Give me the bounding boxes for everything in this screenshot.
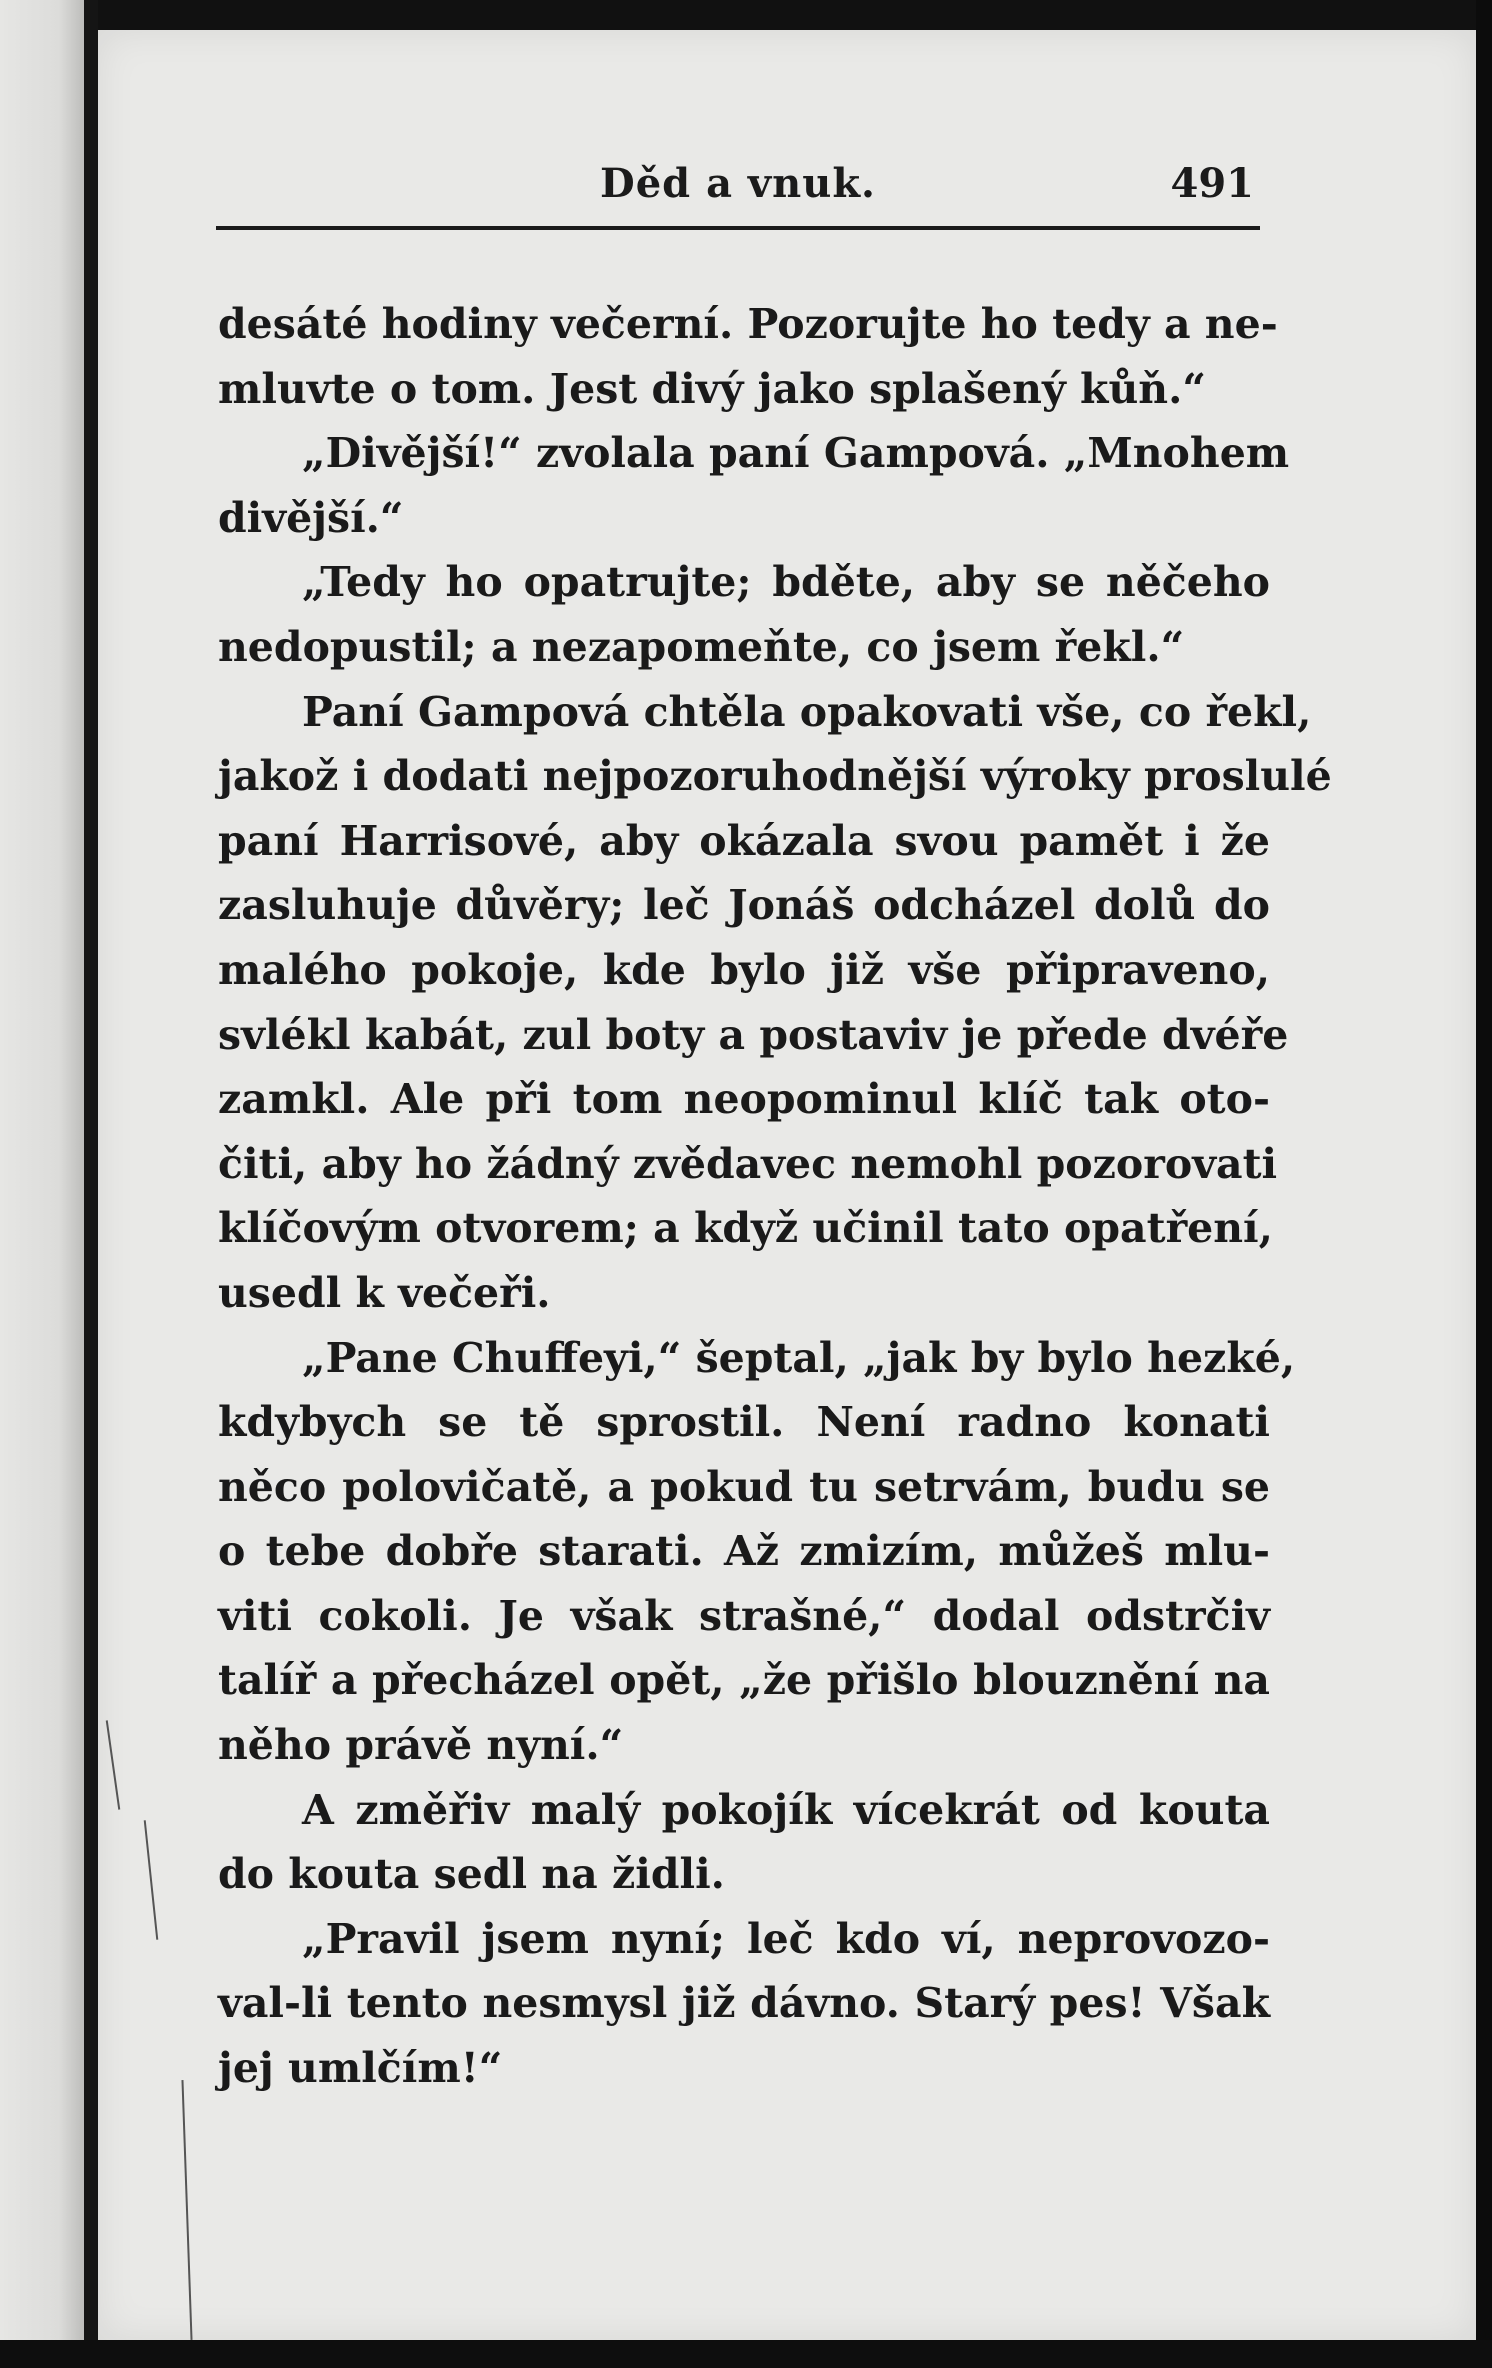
page-number: 491 (1170, 160, 1254, 207)
scan-border-right (1476, 0, 1492, 2368)
previous-page-edge (0, 0, 84, 2368)
text-line: jakož i dodati nejpozoruhodnější výroky proslulé (218, 752, 1332, 801)
text-line: zasluhuje důvěry; leč Jonáš odcházel dolů do (218, 881, 1270, 930)
text-line: viti cokoli. Je však strašné,“ dodal odstrčiv (218, 1591, 1270, 1640)
text-line: jej umlčím!“ (218, 2044, 503, 2093)
text-line: čiti, aby ho žádný zvědavec nemohl pozorovati (218, 1139, 1278, 1188)
text-line: něho právě nyní.“ (218, 1721, 624, 1770)
text-line: o tebe dobře starati. Až zmizím, můžeš mlu- (218, 1527, 1270, 1576)
text-line: divější.“ (218, 493, 404, 542)
body-text (218, 292, 1332, 2101)
text-line: kdybych se tě sprostil. Není radno konati (218, 1398, 1270, 1447)
text-line: „Pravil jsem nyní; leč kdo ví, neprovozo- (302, 1914, 1270, 1963)
text-line: desáté hodiny večerní. Pozorujte ho tedy a ne- (218, 300, 1278, 348)
header-rule (216, 226, 1260, 230)
text-line: svlékl kabát, zul boty a postaviv je přede dvéře (218, 1010, 1289, 1059)
text-line: něco polovičatě, a pokud tu setrvám, budu se (218, 1462, 1270, 1511)
text-line: klíčovým otvorem; a když učinil tato opatření, (218, 1204, 1273, 1253)
text-line: mluvte o tom. Jest divý jako splašený kůň.“ (218, 364, 1206, 413)
text-line: paní Harrisové, aby okázala svou pamět i že (218, 816, 1270, 865)
text-line: nedopustil; a nezapomeňte, co jsem řekl.“ (218, 622, 1185, 671)
book-gutter (84, 0, 98, 2368)
text-line: talíř a přecházel opět, „že přišlo blouznění na (218, 1656, 1270, 1705)
text-line: malého pokoje, kde bylo již vše připraveno, (218, 945, 1270, 994)
text-line: „Tedy ho opatrujte; bděte, aby se něčeho (302, 558, 1270, 607)
text-line: zamkl. Ale při tom neopominul klíč tak oto- (218, 1075, 1270, 1124)
text-line: usedl k večeři. (218, 1268, 551, 1317)
running-head (216, 160, 1260, 230)
text-line: A změřiv malý pokojík vícekrát od kouta (302, 1785, 1270, 1834)
text-line: val-li tento nesmysl již dávno. Starý pes! Však (218, 1979, 1270, 2028)
text-line: do kouta sedl na židli. (218, 1850, 725, 1899)
scan-border-bottom (0, 2340, 1492, 2368)
running-title: Děd a vnuk. (600, 160, 876, 207)
text-line: „Divější!“ zvolala paní Gampová. „Mnohem (302, 429, 1290, 478)
text-line: Paní Gampová chtěla opakovati vše, co řekl, (302, 687, 1312, 736)
text-line: „Pane Chuffeyi,“ šeptal, „jak by bylo hezké, (302, 1333, 1296, 1382)
